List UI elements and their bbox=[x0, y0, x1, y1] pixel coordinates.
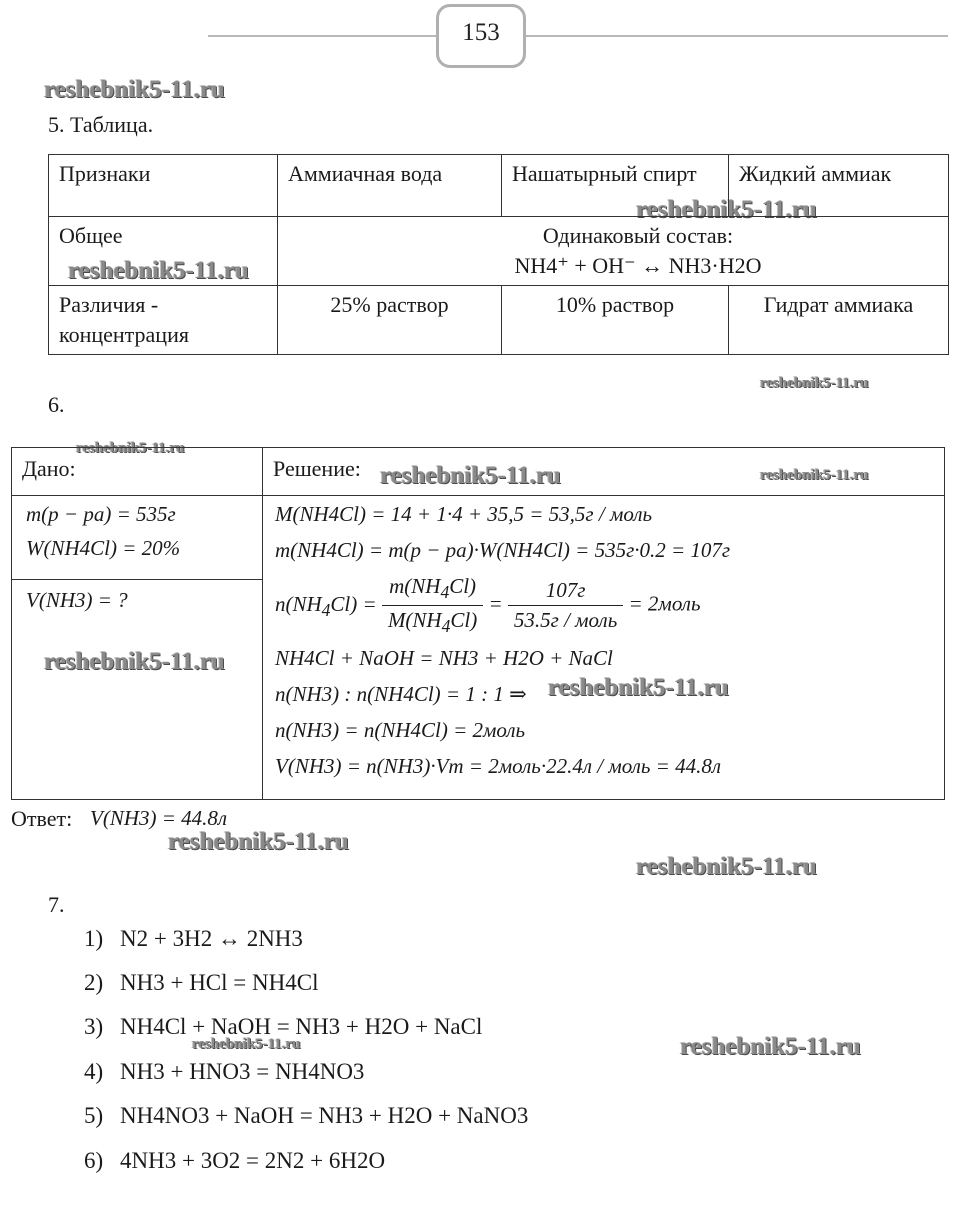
reaction-item bbox=[84, 970, 318, 996]
given-mass: m(p − pa) = 535г bbox=[26, 502, 176, 526]
given-header-cell bbox=[12, 448, 263, 496]
watermark: reshebnik5-11.ru bbox=[380, 462, 561, 489]
watermark: reshebnik5-11.ru bbox=[636, 196, 817, 223]
solution-header: Решение: bbox=[273, 456, 361, 481]
given-fraction: W(NH4Cl) = 20% bbox=[26, 536, 181, 560]
reaction-number: 1) bbox=[84, 926, 104, 951]
common-composition-cell bbox=[278, 217, 949, 286]
common-equation: NH4⁺ + OH⁻ ↔ NH3·H2O bbox=[514, 253, 762, 278]
solution-cell bbox=[263, 496, 945, 800]
page-number: 153 bbox=[436, 4, 526, 68]
find-value: V(NH3) = ? bbox=[26, 588, 128, 612]
watermark: reshebnik5-11.ru bbox=[636, 853, 817, 880]
answer-value: V(NH3) = 44.8л bbox=[90, 806, 228, 830]
task6-number: 6. bbox=[48, 392, 65, 417]
reaction-number: 5) bbox=[84, 1103, 104, 1128]
given-header: Дано: bbox=[22, 456, 76, 481]
find-cell bbox=[12, 580, 263, 800]
solution-step-fraction: $n(NH_4Cl)$ = $\frac{m(NH_4Cl)}{M(NH_4Cl)}$ = $\frac{107г}{\text{53.5г / моль}}$ = 2моль bbox=[275, 574, 701, 637]
task5-table bbox=[48, 154, 949, 355]
watermark: reshebnik5-11.ru bbox=[192, 1036, 301, 1052]
solution-step: NH4Cl + NaOH = NH3 + H2O + NaCl bbox=[275, 646, 613, 670]
header-rule-left bbox=[208, 35, 436, 37]
solution-step: n(NH3) = n(NH4Cl) = 2моль bbox=[275, 718, 526, 742]
given-cell bbox=[12, 496, 263, 580]
watermark: reshebnik5-11.ru bbox=[760, 375, 869, 391]
reaction-item bbox=[84, 1103, 528, 1129]
common-line1: Одинаковый состав: bbox=[542, 223, 734, 248]
table-header-cell: Аммиачная вода bbox=[278, 155, 502, 217]
watermark: reshebnik5-11.ru bbox=[168, 828, 349, 855]
solution-step: m(NH4Cl) = m(p − pa)·W(NH4Cl) = 535г·0.2 = 107г bbox=[275, 538, 731, 562]
reaction-equation: NH3 + HCl = NH4Cl bbox=[120, 970, 319, 995]
table-header-cell: Жидкий аммиак bbox=[729, 155, 949, 217]
table-cell: Гидрат аммиака bbox=[729, 286, 949, 355]
watermark: reshebnik5-11.ru bbox=[760, 467, 869, 483]
watermark: reshebnik5-11.ru bbox=[68, 257, 249, 284]
table-row-label: Общее bbox=[49, 217, 278, 286]
reaction-item bbox=[84, 1059, 364, 1085]
solution-step: V(NH3) = n(NH3)·Vm = 2моль·22.4л / моль = 44.8л bbox=[275, 754, 721, 778]
solution-step: M(NH4Cl) = 14 + 1·4 + 35,5 = 53,5г / моль bbox=[275, 502, 653, 526]
reaction-number: 6) bbox=[84, 1148, 104, 1173]
watermark: reshebnik5-11.ru bbox=[680, 1033, 861, 1060]
reaction-equation: NH3 + HNO3 = NH4NO3 bbox=[120, 1059, 365, 1084]
reaction-equation: NH4Cl + NaOH = NH3 + H2O + NaCl bbox=[120, 1014, 483, 1039]
watermark: reshebnik5-11.ru bbox=[76, 440, 185, 456]
solution-step: n(NH3) : n(NH4Cl) = 1 : 1 ⇒ bbox=[275, 682, 527, 706]
watermark: reshebnik5-11.ru bbox=[548, 674, 729, 701]
watermark: reshebnik5-11.ru bbox=[44, 648, 225, 675]
reaction-number: 2) bbox=[84, 970, 104, 995]
reaction-equation: N2 + 3H2 ↔ 2NH3 bbox=[120, 926, 303, 951]
reaction-item bbox=[84, 926, 303, 952]
task5-title: 5. Таблица. bbox=[48, 112, 154, 137]
watermark: reshebnik5-11.ru bbox=[44, 76, 225, 103]
reaction-number: 3) bbox=[84, 1014, 104, 1039]
reaction-equation: 4NH3 + 3O2 = 2N2 + 6H2O bbox=[120, 1148, 386, 1173]
task7-number: 7. bbox=[48, 892, 65, 917]
table-cell: 25% раствор bbox=[278, 286, 502, 355]
reaction-item bbox=[84, 1014, 482, 1040]
table-header-cell: Признаки bbox=[49, 155, 278, 217]
reaction-item bbox=[84, 1148, 385, 1174]
solution-header-cell bbox=[263, 448, 945, 496]
header-rule-right bbox=[520, 35, 948, 37]
task6-table bbox=[11, 447, 945, 800]
table-row-label: Различия - концентрация bbox=[49, 286, 278, 355]
table-cell: 10% раствор bbox=[502, 286, 729, 355]
reaction-number: 4) bbox=[84, 1059, 104, 1084]
reaction-equation: NH4NO3 + NaOH = NH3 + H2O + NaNO3 bbox=[120, 1103, 529, 1128]
table-header-cell: Нашатырный спирт bbox=[502, 155, 729, 217]
answer-label: Ответ: bbox=[11, 806, 73, 831]
